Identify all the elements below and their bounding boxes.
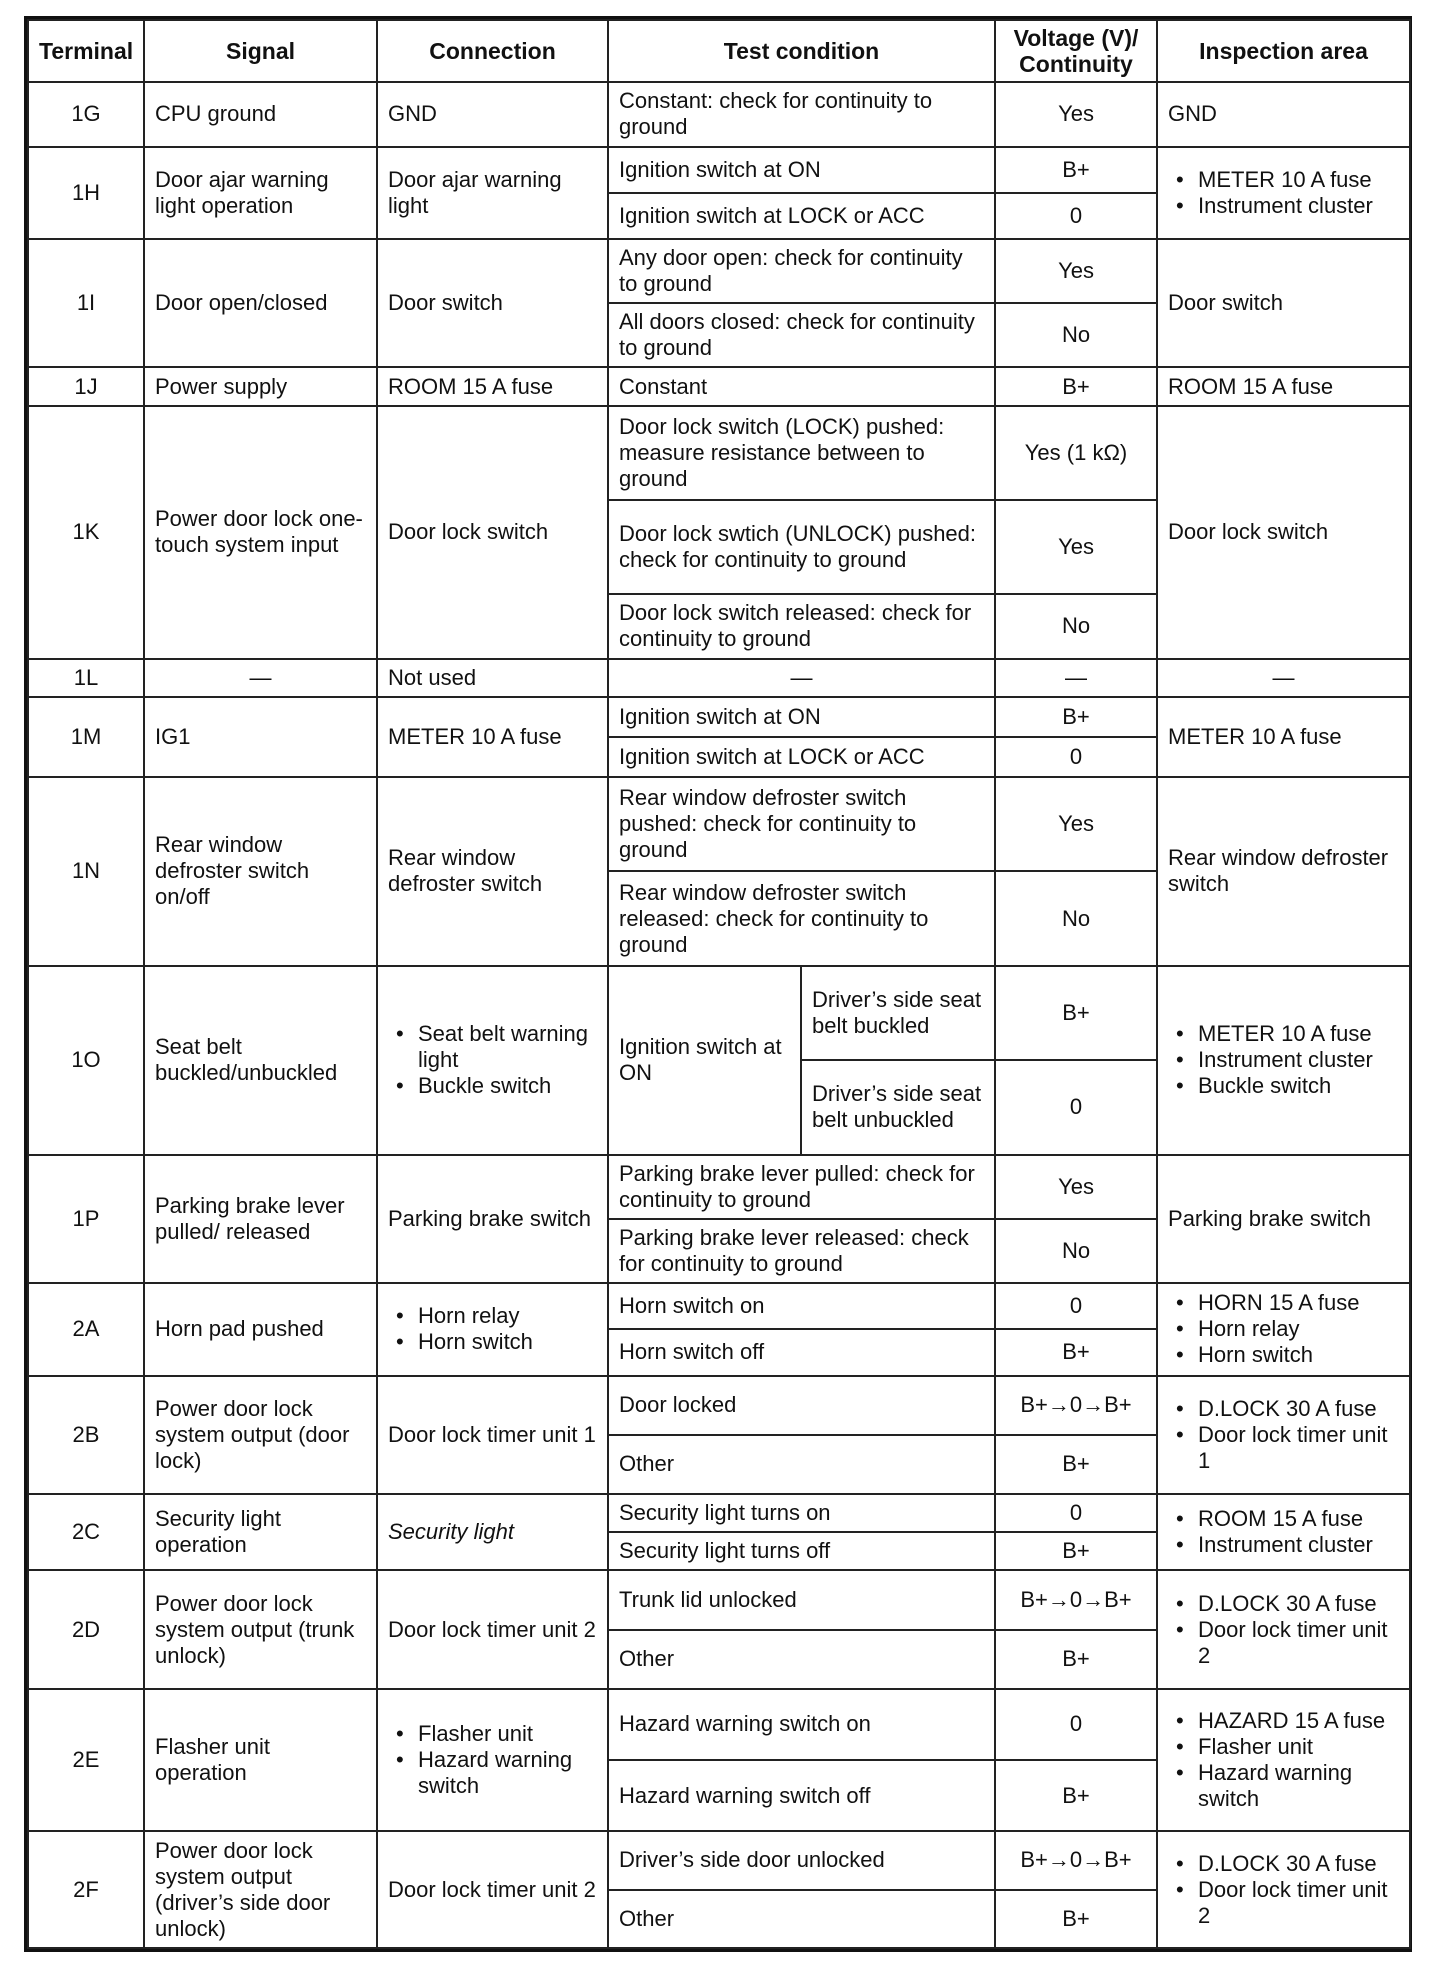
- terminal-cell: 1M: [28, 697, 144, 777]
- connection-cell: [377, 1689, 608, 1832]
- list-item: • Buckle switch: [1168, 1073, 1399, 1099]
- inspection-list: [1168, 167, 1399, 219]
- list-item: • Door lock timer unit 2: [1168, 1877, 1399, 1929]
- signal-cell: Parking brake lever pulled/ released: [144, 1155, 377, 1284]
- signal-cell: Door ajar warning light operation: [144, 147, 377, 239]
- voltage-cell: B+: [995, 367, 1157, 405]
- signal-cell: Power door lock one-touch system input: [144, 406, 377, 659]
- voltage-cell: B+: [995, 1630, 1157, 1689]
- voltage-cell: 0: [995, 1283, 1157, 1329]
- terminal-cell: 1I: [28, 239, 144, 368]
- table-row: [28, 1376, 1410, 1435]
- condition-main-cell: Ignition switch at ON: [608, 966, 801, 1155]
- signal-cell: Horn pad pushed: [144, 1283, 377, 1375]
- condition-cell: Security light turns off: [608, 1532, 995, 1570]
- signal-cell: Power door lock system output (trunk unlock): [144, 1570, 377, 1688]
- connection-cell: [377, 1283, 608, 1375]
- terminal-cell: 1J: [28, 367, 144, 405]
- voltage-cell: B+: [995, 1329, 1157, 1375]
- table-row: [28, 966, 1410, 1060]
- list-item: • Flasher unit: [1168, 1734, 1399, 1760]
- connection-cell: Door lock switch: [377, 406, 608, 659]
- connection-cell: Rear window defroster switch: [377, 777, 608, 966]
- terminal-cell: 1G: [28, 82, 144, 146]
- inspection-cell: [1157, 1831, 1410, 1948]
- condition-cell: Horn switch off: [608, 1329, 995, 1375]
- voltage-cell: B+: [995, 147, 1157, 193]
- inspection-list: [1168, 1708, 1399, 1812]
- connection-cell: Door lock timer unit 2: [377, 1570, 608, 1688]
- condition-cell: Constant: check for continuity to ground: [608, 82, 995, 146]
- inspection-cell: Door lock switch: [1157, 406, 1410, 659]
- inspection-cell: [1157, 1689, 1410, 1832]
- table-row: [28, 147, 1410, 193]
- condition-cell: Parking brake lever released: check for continuity to ground: [608, 1219, 995, 1283]
- signal-cell: IG1: [144, 697, 377, 777]
- condition-cell: Rear window defroster switch pushed: check for continuity to ground: [608, 777, 995, 871]
- list-item: • Hazard warning switch: [1168, 1760, 1399, 1812]
- terminal-table-document: [24, 16, 1412, 1952]
- voltage-cell: No: [995, 594, 1157, 658]
- connection-list: [388, 1303, 597, 1355]
- terminal-cell: 1O: [28, 966, 144, 1155]
- list-item: • METER 10 A fuse: [1168, 1021, 1399, 1047]
- table-row: [28, 239, 1410, 303]
- voltage-cell: B+: [995, 1760, 1157, 1831]
- condition-sub-cell: Driver’s side seat belt unbuckled: [801, 1060, 995, 1154]
- terminal-cell: 1H: [28, 147, 144, 239]
- list-item: • Instrument cluster: [1168, 1532, 1399, 1558]
- inspection-list: [1168, 1851, 1399, 1929]
- inspection-cell: —: [1157, 659, 1410, 697]
- inspection-cell: [1157, 1283, 1410, 1375]
- connection-cell: Door lock timer unit 1: [377, 1376, 608, 1494]
- voltage-cell: Yes (1 kΩ): [995, 406, 1157, 500]
- connection-cell: ROOM 15 A fuse: [377, 367, 608, 405]
- condition-cell: Other: [608, 1435, 995, 1494]
- voltage-cell: —: [995, 659, 1157, 697]
- table-row: [28, 1494, 1410, 1532]
- condition-cell: Door lock swtich (UNLOCK) pushed: check for continuity to ground: [608, 500, 995, 594]
- voltage-cell: Yes: [995, 777, 1157, 871]
- inspection-cell: [1157, 1494, 1410, 1570]
- table-row: [28, 1689, 1410, 1760]
- list-item: • METER 10 A fuse: [1168, 167, 1399, 193]
- connection-cell: Door lock timer unit 2: [377, 1831, 608, 1948]
- table-row: [28, 697, 1410, 737]
- table-row: [28, 406, 1410, 500]
- table-row: [28, 367, 1410, 405]
- voltage-cell: Yes: [995, 82, 1157, 146]
- inspection-cell: ROOM 15 A fuse: [1157, 367, 1410, 405]
- terminal-table: [27, 19, 1411, 1949]
- terminal-cell: 2D: [28, 1570, 144, 1688]
- condition-cell: Security light turns on: [608, 1494, 995, 1532]
- condition-cell: Ignition switch at LOCK or ACC: [608, 737, 995, 777]
- voltage-cell: No: [995, 303, 1157, 367]
- condition-cell: Ignition switch at LOCK or ACC: [608, 193, 995, 239]
- table-row: [28, 1831, 1410, 1889]
- table-row: [28, 1283, 1410, 1329]
- voltage-cell: Yes: [995, 500, 1157, 594]
- header-terminal: Terminal: [28, 20, 144, 82]
- header-test-condition: Test condition: [608, 20, 995, 82]
- connection-cell: Not used: [377, 659, 608, 697]
- inspection-list: [1168, 1396, 1399, 1474]
- list-item: • Horn relay: [388, 1303, 597, 1329]
- connection-cell: Parking brake switch: [377, 1155, 608, 1284]
- header-row: [28, 20, 1410, 82]
- terminal-cell: 2E: [28, 1689, 144, 1832]
- signal-cell: Power supply: [144, 367, 377, 405]
- voltage-cell: 0: [995, 1060, 1157, 1154]
- terminal-cell: 2C: [28, 1494, 144, 1570]
- terminal-cell: 1N: [28, 777, 144, 966]
- terminal-cell: 2F: [28, 1831, 144, 1948]
- inspection-list: [1168, 1290, 1399, 1368]
- condition-cell: Parking brake lever pulled: check for continuity to ground: [608, 1155, 995, 1219]
- connection-cell: METER 10 A fuse: [377, 697, 608, 777]
- list-item: • Instrument cluster: [1168, 193, 1399, 219]
- condition-cell: Door lock switch released: check for continuity to ground: [608, 594, 995, 658]
- list-item: • D.LOCK 30 A fuse: [1168, 1851, 1399, 1877]
- condition-cell: Ignition switch at ON: [608, 697, 995, 737]
- condition-cell: Other: [608, 1890, 995, 1948]
- inspection-cell: [1157, 1570, 1410, 1688]
- inspection-list: [1168, 1021, 1399, 1099]
- voltage-cell: Yes: [995, 1155, 1157, 1219]
- list-item: • Door lock timer unit 2: [1168, 1617, 1399, 1669]
- voltage-cell: B+→0→B+: [995, 1570, 1157, 1629]
- voltage-cell: No: [995, 871, 1157, 965]
- inspection-list: [1168, 1591, 1399, 1669]
- condition-cell: Constant: [608, 367, 995, 405]
- voltage-cell: 0: [995, 1689, 1157, 1760]
- voltage-cell: 0: [995, 737, 1157, 777]
- terminal-cell: 2B: [28, 1376, 144, 1494]
- inspection-cell: GND: [1157, 82, 1410, 146]
- signal-cell: Rear window defroster switch on/off: [144, 777, 377, 966]
- voltage-cell: Yes: [995, 239, 1157, 303]
- inspection-list: [1168, 1506, 1399, 1558]
- list-item: • Buckle switch: [388, 1073, 597, 1099]
- condition-cell: Trunk lid unlocked: [608, 1570, 995, 1629]
- voltage-cell: B+: [995, 697, 1157, 737]
- list-item: • D.LOCK 30 A fuse: [1168, 1396, 1399, 1422]
- condition-cell: Door locked: [608, 1376, 995, 1435]
- voltage-cell: No: [995, 1219, 1157, 1283]
- inspection-cell: Parking brake switch: [1157, 1155, 1410, 1284]
- list-item: • Flasher unit: [388, 1721, 597, 1747]
- table-row: [28, 1570, 1410, 1629]
- header-inspection: Inspection area: [1157, 20, 1410, 82]
- signal-cell: Flasher unit operation: [144, 1689, 377, 1832]
- list-item: • Horn switch: [388, 1329, 597, 1355]
- connection-cell: Door ajar warning light: [377, 147, 608, 239]
- signal-cell: Security light operation: [144, 1494, 377, 1570]
- inspection-cell: Rear window defroster switch: [1157, 777, 1410, 966]
- condition-cell: Rear window defroster switch released: check for continuity to ground: [608, 871, 995, 965]
- list-item: • Hazard warning switch: [388, 1747, 597, 1799]
- condition-cell: Hazard warning switch on: [608, 1689, 995, 1760]
- voltage-cell: B+: [995, 1890, 1157, 1948]
- terminal-cell: 2A: [28, 1283, 144, 1375]
- connection-cell: [377, 966, 608, 1155]
- header-voltage: Voltage (V)/ Continuity: [995, 20, 1157, 82]
- connection-cell: Door switch: [377, 239, 608, 368]
- list-item: • ROOM 15 A fuse: [1168, 1506, 1399, 1532]
- voltage-cell: B+→0→B+: [995, 1376, 1157, 1435]
- list-item: • Door lock timer unit 1: [1168, 1422, 1399, 1474]
- condition-sub-cell: Driver’s side seat belt buckled: [801, 966, 995, 1060]
- signal-cell: —: [144, 659, 377, 697]
- condition-cell: All doors closed: check for continuity to ground: [608, 303, 995, 367]
- condition-cell: Hazard warning switch off: [608, 1760, 995, 1831]
- condition-cell: Ignition switch at ON: [608, 147, 995, 193]
- inspection-cell: METER 10 A fuse: [1157, 697, 1410, 777]
- list-item: • Horn relay: [1168, 1316, 1399, 1342]
- list-item: • Seat belt warning light: [388, 1021, 597, 1073]
- list-item: • D.LOCK 30 A fuse: [1168, 1591, 1399, 1617]
- voltage-cell: B+→0→B+: [995, 1831, 1157, 1889]
- condition-cell: Other: [608, 1630, 995, 1689]
- connection-cell: GND: [377, 82, 608, 146]
- signal-cell: CPU ground: [144, 82, 377, 146]
- signal-cell: Door open/closed: [144, 239, 377, 368]
- table-row: [28, 82, 1410, 146]
- inspection-cell: [1157, 1376, 1410, 1494]
- condition-cell: —: [608, 659, 995, 697]
- terminal-cell: 1L: [28, 659, 144, 697]
- connection-list: [388, 1721, 597, 1799]
- voltage-cell: B+: [995, 1435, 1157, 1494]
- condition-cell: Driver’s side door unlocked: [608, 1831, 995, 1889]
- table-row: [28, 777, 1410, 871]
- header-connection: Connection: [377, 20, 608, 82]
- voltage-cell: 0: [995, 1494, 1157, 1532]
- voltage-cell: B+: [995, 1532, 1157, 1570]
- condition-cell: Door lock switch (LOCK) pushed: measure resistance between to ground: [608, 406, 995, 500]
- inspection-cell: [1157, 966, 1410, 1155]
- header-signal: Signal: [144, 20, 377, 82]
- inspection-cell: [1157, 147, 1410, 239]
- list-item: • Instrument cluster: [1168, 1047, 1399, 1073]
- condition-cell: Any door open: check for continuity to ground: [608, 239, 995, 303]
- list-item: • Horn switch: [1168, 1342, 1399, 1368]
- connection-list: [388, 1021, 597, 1099]
- condition-cell: Horn switch on: [608, 1283, 995, 1329]
- table-row: [28, 1155, 1410, 1219]
- inspection-cell: Door switch: [1157, 239, 1410, 368]
- list-item: • HAZARD 15 A fuse: [1168, 1708, 1399, 1734]
- terminal-cell: 1P: [28, 1155, 144, 1284]
- signal-cell: Power door lock system output (door lock): [144, 1376, 377, 1494]
- voltage-cell: B+: [995, 966, 1157, 1060]
- connection-cell: Security light: [377, 1494, 608, 1570]
- list-item: • HORN 15 A fuse: [1168, 1290, 1399, 1316]
- signal-cell: Seat belt buckled/unbuckled: [144, 966, 377, 1155]
- terminal-cell: 1K: [28, 406, 144, 659]
- signal-cell: Power door lock system output (driver’s side door unlock): [144, 1831, 377, 1948]
- table-row: [28, 659, 1410, 697]
- voltage-cell: 0: [995, 193, 1157, 239]
